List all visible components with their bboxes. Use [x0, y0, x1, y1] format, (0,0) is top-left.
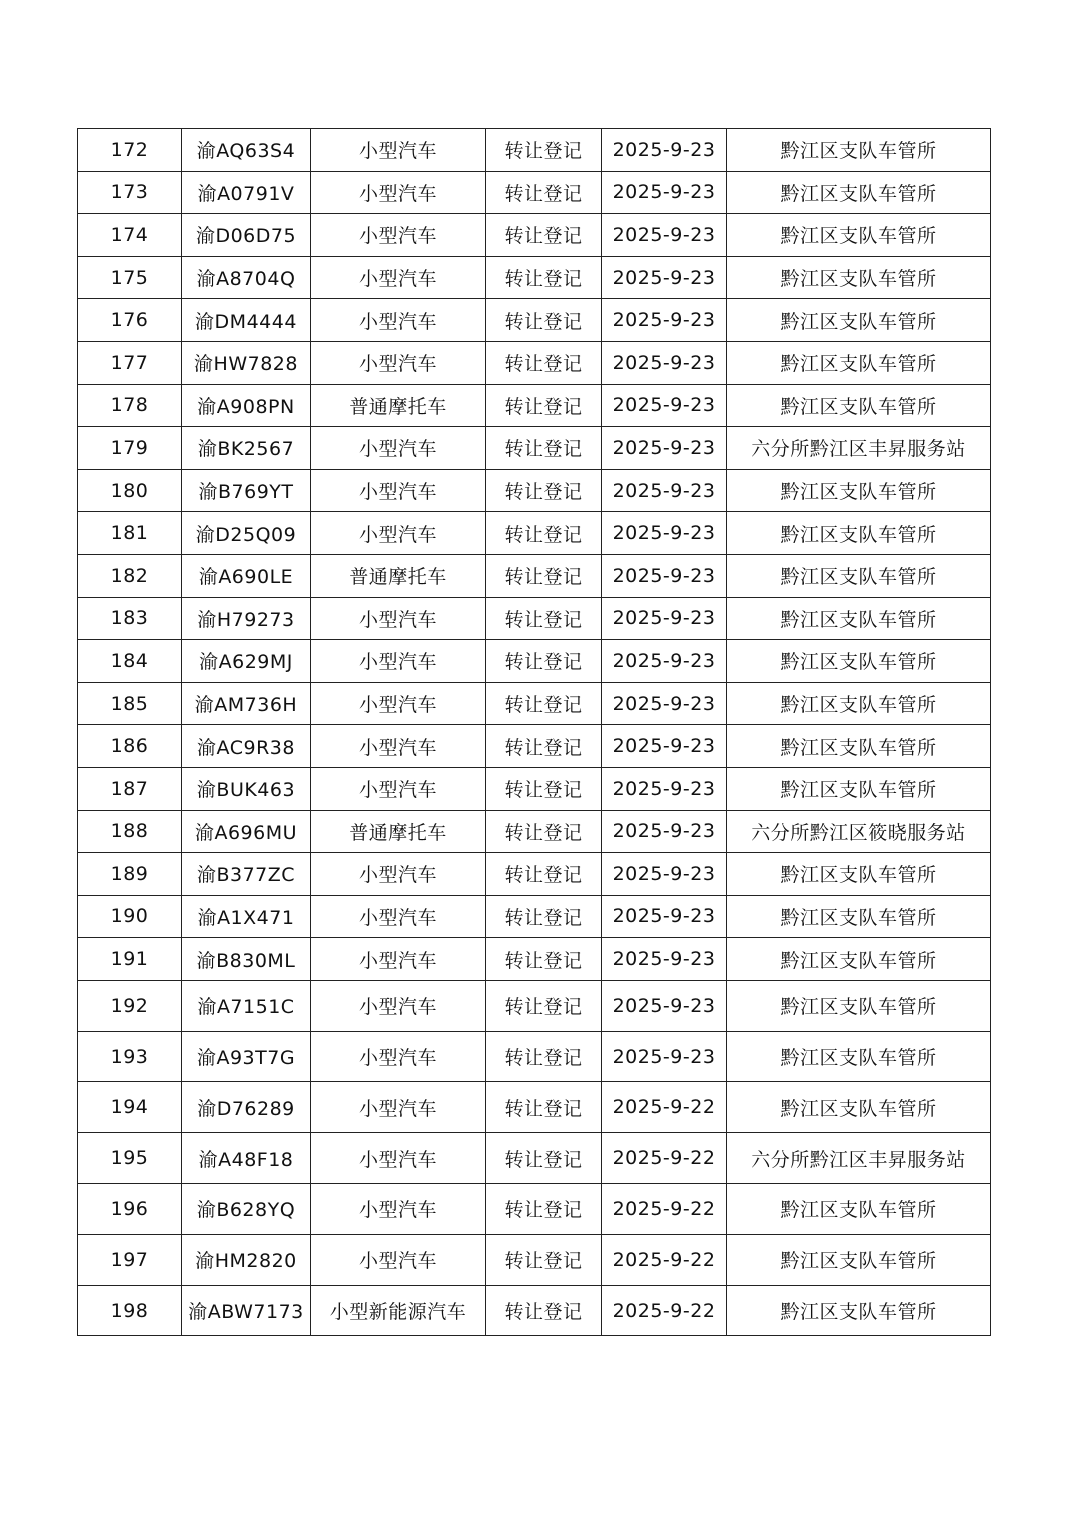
table-row [78, 1184, 991, 1235]
vehicle-registration-table [77, 128, 991, 1336]
cell-serial-number: 190 [78, 895, 182, 938]
table-row [78, 512, 991, 555]
table-row [78, 980, 991, 1031]
cell-date: 2025-9-23 [602, 299, 727, 342]
cell-plate-number: 渝A7151C [182, 980, 311, 1031]
table-row [78, 640, 991, 683]
cell-vehicle-type: 小型新能源汽车 [311, 1285, 486, 1336]
cell-office: 黔江区支队车管所 [727, 554, 991, 597]
cell-plate-number: 渝BK2567 [182, 427, 311, 470]
cell-vehicle-type: 小型汽车 [311, 469, 486, 512]
cell-plate-number: 渝BUK463 [182, 767, 311, 810]
cell-plate-number: 渝A93T7G [182, 1031, 311, 1082]
cell-date: 2025-9-23 [602, 1031, 727, 1082]
cell-date: 2025-9-23 [602, 171, 727, 214]
cell-office: 黔江区支队车管所 [727, 853, 991, 896]
cell-business-type: 转让登记 [486, 129, 602, 172]
cell-date: 2025-9-22 [602, 1184, 727, 1235]
cell-business-type: 转让登记 [486, 725, 602, 768]
table-row [78, 554, 991, 597]
cell-vehicle-type: 小型汽车 [311, 640, 486, 683]
cell-plate-number: 渝A629MJ [182, 640, 311, 683]
table-row [78, 1082, 991, 1133]
cell-plate-number: 渝D76289 [182, 1082, 311, 1133]
cell-office: 黔江区支队车管所 [727, 341, 991, 384]
cell-serial-number: 183 [78, 597, 182, 640]
cell-vehicle-type: 小型汽车 [311, 1184, 486, 1235]
cell-office: 黔江区支队车管所 [727, 1184, 991, 1235]
cell-serial-number: 198 [78, 1285, 182, 1336]
cell-date: 2025-9-23 [602, 767, 727, 810]
cell-business-type: 转让登记 [486, 895, 602, 938]
cell-serial-number: 175 [78, 256, 182, 299]
table-row [78, 682, 991, 725]
cell-vehicle-type: 小型汽车 [311, 341, 486, 384]
cell-office: 六分所黔江区丰昇服务站 [727, 1133, 991, 1184]
cell-vehicle-type: 小型汽车 [311, 682, 486, 725]
cell-serial-number: 180 [78, 469, 182, 512]
cell-plate-number: 渝A48F18 [182, 1133, 311, 1184]
table-row [78, 853, 991, 896]
cell-vehicle-type: 小型汽车 [311, 214, 486, 257]
cell-business-type: 转让登记 [486, 1285, 602, 1336]
cell-plate-number: 渝B377ZC [182, 853, 311, 896]
cell-date: 2025-9-23 [602, 810, 727, 853]
cell-business-type: 转让登记 [486, 299, 602, 342]
cell-plate-number: 渝D06D75 [182, 214, 311, 257]
cell-business-type: 转让登记 [486, 554, 602, 597]
cell-serial-number: 184 [78, 640, 182, 683]
table-row [78, 1285, 991, 1336]
cell-serial-number: 186 [78, 725, 182, 768]
table-row [78, 171, 991, 214]
cell-serial-number: 182 [78, 554, 182, 597]
cell-serial-number: 197 [78, 1234, 182, 1285]
cell-plate-number: 渝AQ63S4 [182, 129, 311, 172]
cell-office: 黔江区支队车管所 [727, 640, 991, 683]
table-row [78, 1133, 991, 1184]
cell-office: 黔江区支队车管所 [727, 682, 991, 725]
table-row [78, 1031, 991, 1082]
cell-date: 2025-9-22 [602, 1234, 727, 1285]
table-body [78, 129, 991, 1336]
cell-serial-number: 193 [78, 1031, 182, 1082]
cell-vehicle-type: 小型汽车 [311, 256, 486, 299]
cell-date: 2025-9-23 [602, 129, 727, 172]
cell-plate-number: 渝DM4444 [182, 299, 311, 342]
cell-office: 黔江区支队车管所 [727, 171, 991, 214]
cell-office: 六分所黔江区丰昇服务站 [727, 427, 991, 470]
cell-office: 黔江区支队车管所 [727, 1285, 991, 1336]
cell-date: 2025-9-23 [602, 512, 727, 555]
table-row [78, 938, 991, 981]
cell-date: 2025-9-23 [602, 256, 727, 299]
cell-office: 黔江区支队车管所 [727, 129, 991, 172]
cell-business-type: 转让登记 [486, 980, 602, 1031]
cell-plate-number: 渝AM736H [182, 682, 311, 725]
cell-office: 黔江区支队车管所 [727, 299, 991, 342]
table-row [78, 384, 991, 427]
cell-office: 黔江区支队车管所 [727, 980, 991, 1031]
cell-date: 2025-9-23 [602, 682, 727, 725]
cell-business-type: 转让登记 [486, 1031, 602, 1082]
cell-plate-number: 渝HM2820 [182, 1234, 311, 1285]
cell-date: 2025-9-23 [602, 980, 727, 1031]
cell-office: 黔江区支队车管所 [727, 384, 991, 427]
cell-business-type: 转让登记 [486, 1184, 602, 1235]
cell-plate-number: 渝AC9R38 [182, 725, 311, 768]
cell-vehicle-type: 小型汽车 [311, 171, 486, 214]
cell-vehicle-type: 小型汽车 [311, 853, 486, 896]
cell-vehicle-type: 小型汽车 [311, 1133, 486, 1184]
cell-serial-number: 188 [78, 810, 182, 853]
cell-office: 黔江区支队车管所 [727, 725, 991, 768]
cell-date: 2025-9-22 [602, 1082, 727, 1133]
cell-business-type: 转让登记 [486, 1082, 602, 1133]
cell-business-type: 转让登记 [486, 427, 602, 470]
table-row [78, 469, 991, 512]
cell-business-type: 转让登记 [486, 214, 602, 257]
cell-business-type: 转让登记 [486, 1133, 602, 1184]
cell-business-type: 转让登记 [486, 810, 602, 853]
cell-serial-number: 187 [78, 767, 182, 810]
cell-serial-number: 174 [78, 214, 182, 257]
cell-date: 2025-9-23 [602, 469, 727, 512]
table-row [78, 725, 991, 768]
cell-vehicle-type: 小型汽车 [311, 725, 486, 768]
cell-business-type: 转让登记 [486, 1234, 602, 1285]
cell-date: 2025-9-23 [602, 640, 727, 683]
cell-serial-number: 194 [78, 1082, 182, 1133]
cell-vehicle-type: 小型汽车 [311, 129, 486, 172]
cell-date: 2025-9-23 [602, 214, 727, 257]
cell-plate-number: 渝A696MU [182, 810, 311, 853]
cell-business-type: 转让登记 [486, 682, 602, 725]
cell-plate-number: 渝D25Q09 [182, 512, 311, 555]
cell-serial-number: 177 [78, 341, 182, 384]
cell-office: 六分所黔江区筱晓服务站 [727, 810, 991, 853]
cell-serial-number: 181 [78, 512, 182, 555]
cell-vehicle-type: 小型汽车 [311, 767, 486, 810]
cell-office: 黔江区支队车管所 [727, 1031, 991, 1082]
cell-plate-number: 渝A690LE [182, 554, 311, 597]
cell-vehicle-type: 普通摩托车 [311, 810, 486, 853]
cell-plate-number: 渝B628YQ [182, 1184, 311, 1235]
cell-date: 2025-9-23 [602, 554, 727, 597]
cell-vehicle-type: 小型汽车 [311, 1031, 486, 1082]
cell-vehicle-type: 小型汽车 [311, 895, 486, 938]
cell-date: 2025-9-23 [602, 725, 727, 768]
cell-vehicle-type: 小型汽车 [311, 1234, 486, 1285]
cell-serial-number: 196 [78, 1184, 182, 1235]
cell-office: 黔江区支队车管所 [727, 895, 991, 938]
cell-vehicle-type: 普通摩托车 [311, 384, 486, 427]
cell-office: 黔江区支队车管所 [727, 214, 991, 257]
cell-vehicle-type: 小型汽车 [311, 299, 486, 342]
cell-vehicle-type: 小型汽车 [311, 427, 486, 470]
cell-office: 黔江区支队车管所 [727, 938, 991, 981]
table-row [78, 810, 991, 853]
cell-office: 黔江区支队车管所 [727, 1234, 991, 1285]
table-row [78, 895, 991, 938]
cell-serial-number: 179 [78, 427, 182, 470]
cell-plate-number: 渝A908PN [182, 384, 311, 427]
cell-vehicle-type: 小型汽车 [311, 938, 486, 981]
cell-vehicle-type: 普通摩托车 [311, 554, 486, 597]
cell-business-type: 转让登记 [486, 469, 602, 512]
cell-business-type: 转让登记 [486, 256, 602, 299]
cell-business-type: 转让登记 [486, 384, 602, 427]
cell-serial-number: 172 [78, 129, 182, 172]
cell-business-type: 转让登记 [486, 640, 602, 683]
table-row [78, 341, 991, 384]
cell-plate-number: 渝A1X471 [182, 895, 311, 938]
cell-vehicle-type: 小型汽车 [311, 512, 486, 555]
cell-serial-number: 176 [78, 299, 182, 342]
cell-serial-number: 173 [78, 171, 182, 214]
table-row [78, 129, 991, 172]
cell-serial-number: 189 [78, 853, 182, 896]
table-row [78, 1234, 991, 1285]
cell-vehicle-type: 小型汽车 [311, 980, 486, 1031]
cell-date: 2025-9-23 [602, 853, 727, 896]
cell-business-type: 转让登记 [486, 341, 602, 384]
cell-office: 黔江区支队车管所 [727, 256, 991, 299]
cell-date: 2025-9-22 [602, 1133, 727, 1184]
cell-office: 黔江区支队车管所 [727, 469, 991, 512]
cell-serial-number: 195 [78, 1133, 182, 1184]
table-row [78, 299, 991, 342]
cell-plate-number: 渝A0791V [182, 171, 311, 214]
table-row [78, 256, 991, 299]
cell-office: 黔江区支队车管所 [727, 512, 991, 555]
cell-business-type: 转让登记 [486, 597, 602, 640]
cell-date: 2025-9-23 [602, 597, 727, 640]
cell-date: 2025-9-23 [602, 341, 727, 384]
cell-vehicle-type: 小型汽车 [311, 597, 486, 640]
cell-date: 2025-9-23 [602, 938, 727, 981]
table-row [78, 597, 991, 640]
cell-vehicle-type: 小型汽车 [311, 1082, 486, 1133]
cell-plate-number: 渝B830ML [182, 938, 311, 981]
table-row [78, 214, 991, 257]
cell-date: 2025-9-22 [602, 1285, 727, 1336]
cell-serial-number: 192 [78, 980, 182, 1031]
table-row [78, 427, 991, 470]
cell-plate-number: 渝ABW7173 [182, 1285, 311, 1336]
cell-office: 黔江区支队车管所 [727, 597, 991, 640]
cell-business-type: 转让登记 [486, 938, 602, 981]
cell-business-type: 转让登记 [486, 512, 602, 555]
table-row [78, 767, 991, 810]
cell-office: 黔江区支队车管所 [727, 1082, 991, 1133]
cell-serial-number: 185 [78, 682, 182, 725]
cell-business-type: 转让登记 [486, 171, 602, 214]
cell-plate-number: 渝A8704Q [182, 256, 311, 299]
cell-date: 2025-9-23 [602, 427, 727, 470]
cell-plate-number: 渝B769YT [182, 469, 311, 512]
cell-serial-number: 178 [78, 384, 182, 427]
cell-date: 2025-9-23 [602, 895, 727, 938]
cell-date: 2025-9-23 [602, 384, 727, 427]
cell-plate-number: 渝H79273 [182, 597, 311, 640]
cell-business-type: 转让登记 [486, 853, 602, 896]
cell-serial-number: 191 [78, 938, 182, 981]
cell-business-type: 转让登记 [486, 767, 602, 810]
cell-office: 黔江区支队车管所 [727, 767, 991, 810]
cell-plate-number: 渝HW7828 [182, 341, 311, 384]
